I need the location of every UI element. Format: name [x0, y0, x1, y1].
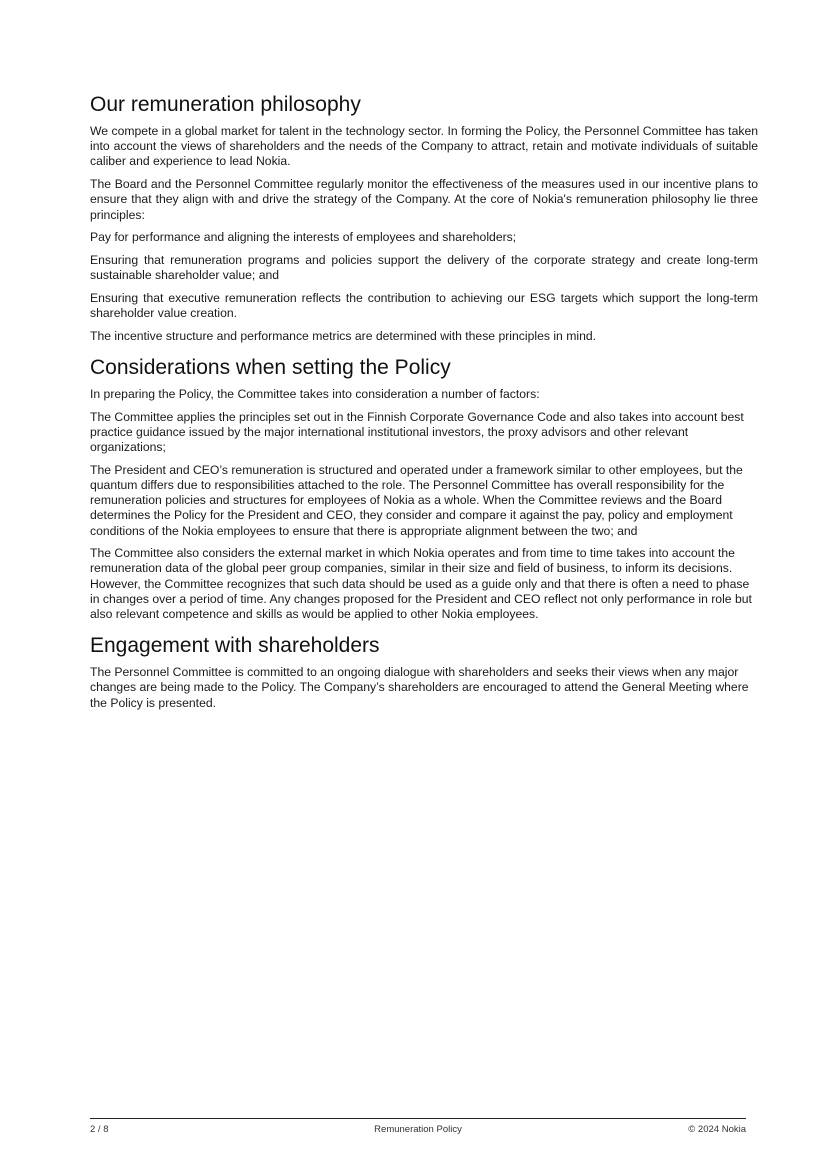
paragraph: The Committee also considers the external market in which Nokia operates and from time to time takes into account the remuneration data of the global peer group companies, similar in their size and field of business, to inform its decisions. However, the Committee recognizes that such data should be used as a guide only and that there is often a need to phase in changes over a period of time. Any changes proposed for the President and CEO reflect not only performance in role but also relevant competence and skills as would be applied to other Nokia employees. — [90, 546, 752, 622]
paragraph: Pay for performance and aligning the interests of employees and shareholders; — [90, 230, 517, 245]
paragraph: Ensuring that executive remuneration reflects the contribution to achieving our ESG targets which support the long-term shareholder value creation. — [90, 290, 758, 321]
paragraph: The President and CEO’s remuneration is structured and operated under a framework similar to other employees, but the quantum differs due to responsibilities attached to the role. The Personnel Committee has overall responsibility for the remuneration policies and structures for employees of Nokia as a whole. When the Committee reviews and the Board determines the Policy for the President and CEO, they consider and compare it against the pay, policy and employment conditions of the Nokia employees to ensure that there is appropriate alignment between the two; and — [90, 462, 743, 538]
copyright: © 2024 Nokia — [688, 1124, 746, 1135]
section-heading: Considerations when setting the Policy — [90, 355, 451, 379]
paragraph: The Committee applies the principles set out in the Finnish Corporate Governance Code and also takes into account best practice guidance issued by the major international institutional investors, the proxy advisors and other relevant organizations; — [90, 409, 744, 455]
paragraph: The Personnel Committee is committed to an ongoing dialogue with shareholders and seeks their views when any major changes are being made to the Policy. The Company’s shareholders are encouraged to attend the General Meeting where the Policy is presented. — [90, 665, 749, 710]
paragraph: Ensuring that remuneration programs and policies support the delivery of the corporate strategy and create long-term sustainable shareholder value; and — [90, 252, 758, 283]
section-considerations — [90, 355, 758, 622]
document-page — [90, 92, 758, 722]
section-engagement — [90, 633, 758, 711]
page-footer — [90, 1118, 746, 1135]
paragraph: The Board and the Personnel Committee regularly monitor the effectiveness of the measures used in our incentive plans to ensure that they align with and drive the strategy of the Company. At the core of Nokia's remuneration philosophy lie three principles: — [90, 177, 758, 222]
document-title: Remuneration Policy — [374, 1124, 462, 1135]
section-heading: Engagement with shareholders — [90, 634, 380, 658]
section-remuneration-philosophy — [90, 92, 758, 344]
paragraph: The incentive structure and performance metrics are determined with these principles in mind. — [90, 328, 597, 343]
paragraph: We compete in a global market for talent in the technology sector. In forming the Policy, the Personnel Committee has taken into account the views of shareholders and the needs of the Company to attract, retain and motivate individuals of suitable caliber and experience to lead Nokia. — [90, 124, 758, 169]
section-heading: Our remuneration philosophy — [90, 93, 361, 116]
page-number: 2 / 8 — [90, 1124, 109, 1135]
paragraph: In preparing the Policy, the Committee takes into consideration a number of factors: — [90, 386, 540, 401]
